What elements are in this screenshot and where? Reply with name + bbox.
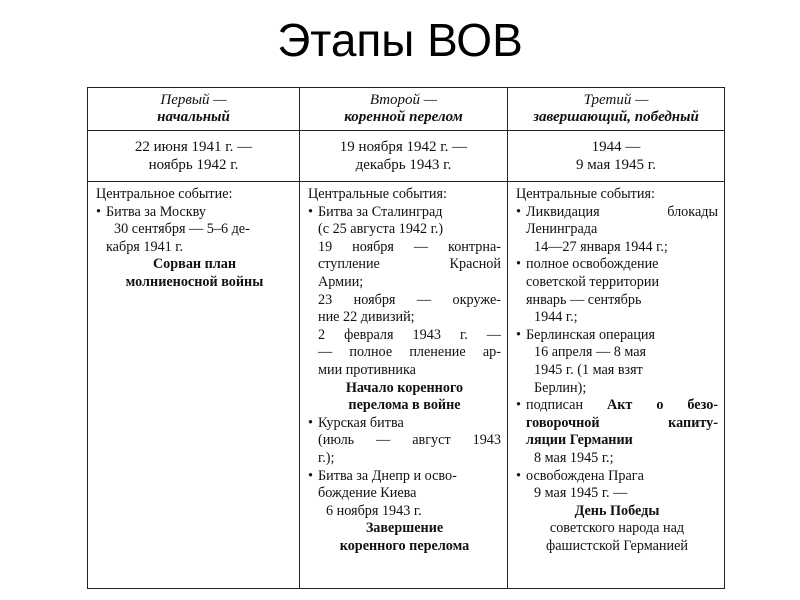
conclusion-line: Сорван план [152, 256, 237, 273]
event-line: Битва за Москву [106, 203, 206, 220]
event-line: ние 22 дивизий; [318, 309, 415, 326]
event-line: 16 апреля — 8 мая [534, 344, 647, 361]
event-line: Берлинская операция [526, 326, 656, 343]
event-line [526, 432, 718, 450]
conclusion-line: перелома в войне [348, 397, 461, 414]
event-item [96, 204, 293, 257]
event-text-bold: говорочной капиту- [526, 414, 718, 431]
event-line: кабря 1941 г. [106, 238, 184, 255]
stage-name: Первый — [160, 92, 227, 108]
events-lead: Центральные события: [308, 186, 447, 202]
bullet-icon: • [308, 203, 313, 220]
event-line: ступление Красной [318, 256, 501, 273]
event-line: 9 мая 1945 г. — [534, 485, 628, 502]
date-line: 1944 — [591, 139, 641, 155]
event-line: 14—27 января 1944 г.; [534, 238, 668, 255]
stage-name: Второй — [369, 92, 438, 108]
bullet-icon: • [516, 256, 521, 273]
bullet-icon: • [516, 326, 521, 343]
stage-1-events [88, 182, 300, 589]
stage-3-header [508, 88, 725, 131]
conclusion-line: День Победы [574, 502, 660, 519]
stage-2-header [300, 88, 508, 131]
date-line: 9 мая 1945 г. [576, 157, 656, 173]
conclusion-line: коренного перелома [339, 537, 470, 554]
bullet-icon: • [96, 203, 101, 220]
stage-2-events [300, 182, 508, 589]
event-item [308, 204, 501, 380]
event-line: 1945 г. (1 мая взят [534, 361, 643, 378]
date-line: 19 ноября 1942 г. — [339, 139, 468, 155]
event-item [308, 468, 501, 521]
event-line: полное освобождение [526, 256, 659, 273]
event-line: Битва за Днепр и осво- [318, 467, 457, 484]
event-line: — полное пленение ар- [318, 344, 501, 361]
event-item [516, 204, 718, 257]
event-line: 6 ноября 1943 г. [326, 502, 422, 519]
event-line: советской территории [526, 273, 660, 290]
stage-description: завершающий, победный [533, 109, 699, 125]
conclusion-line: Завершение [365, 520, 444, 537]
date-line: декабрь 1943 г. [355, 157, 452, 173]
event-item [516, 256, 718, 326]
event-line: 2 февраля 1943 г. — [318, 326, 501, 343]
stage-description: начальный [157, 109, 230, 125]
event-text: подписан [526, 397, 584, 414]
stage-1-dates [88, 131, 300, 182]
event-line: Ликвидация блокады [526, 203, 718, 220]
conclusion-line: фашистской Германией [546, 537, 688, 554]
bullet-icon: • [308, 414, 313, 431]
event-line: Берлин); [534, 379, 587, 396]
date-line: ноябрь 1942 г. [148, 157, 239, 173]
stage-2-dates [300, 131, 508, 182]
date-line: 22 июня 1941 г. — [134, 139, 253, 155]
event-line: мии противника [318, 361, 416, 378]
events-lead: Центральные события: [516, 186, 655, 202]
bullet-icon: • [308, 467, 313, 484]
table-header-row [88, 88, 725, 131]
event-line: (июль — август 1943 [318, 432, 501, 449]
event-line [526, 415, 718, 433]
event-line: 23 ноября — окруже- [318, 291, 501, 308]
event-item [516, 397, 718, 467]
event-line: 30 сентября — 5–6 де- [114, 221, 250, 238]
stage-3-dates [508, 131, 725, 182]
conclusion-line: советского народа над [549, 520, 685, 537]
bullet-icon: • [516, 467, 521, 484]
event-line: (с 25 августа 1942 г.) [318, 221, 444, 238]
conclusion-line: Начало коренного [345, 379, 464, 396]
page-title: Этапы ВОВ [277, 14, 523, 66]
event-line: 1944 г.; [534, 309, 578, 326]
event-item [308, 415, 501, 468]
event-line: освобождена Прага [526, 467, 644, 484]
table-dates-row [88, 131, 725, 182]
bullet-icon: • [516, 203, 521, 220]
stages-table [87, 87, 725, 589]
table-events-row [88, 182, 725, 589]
event-line: Курская битва [318, 414, 404, 431]
event-text-bold: ляции Германии [526, 432, 633, 449]
conclusion-line: молниеносной войны [125, 273, 264, 290]
event-line: январь — сентябрь [526, 291, 642, 308]
bullet-icon: • [516, 397, 521, 414]
event-line [526, 397, 718, 415]
stage-description: коренной перелом [344, 109, 463, 125]
event-line: г.); [318, 449, 335, 466]
event-item [516, 468, 718, 503]
event-line: 19 ноября — контрна- [318, 238, 501, 255]
event-line: Ленинграда [526, 221, 598, 238]
event-line: Армии; [318, 273, 364, 290]
event-line: Битва за Сталинград [318, 203, 443, 220]
event-line: 8 мая 1945 г.; [534, 449, 614, 466]
stage-3-events [508, 182, 725, 589]
stage-name: Третий — [583, 92, 649, 108]
stage-1-header [88, 88, 300, 131]
event-line: бождение Киева [318, 485, 417, 502]
event-item [516, 327, 718, 397]
event-text-bold: Акт о безо- [607, 397, 719, 414]
events-lead: Центральное событие: [96, 186, 233, 202]
